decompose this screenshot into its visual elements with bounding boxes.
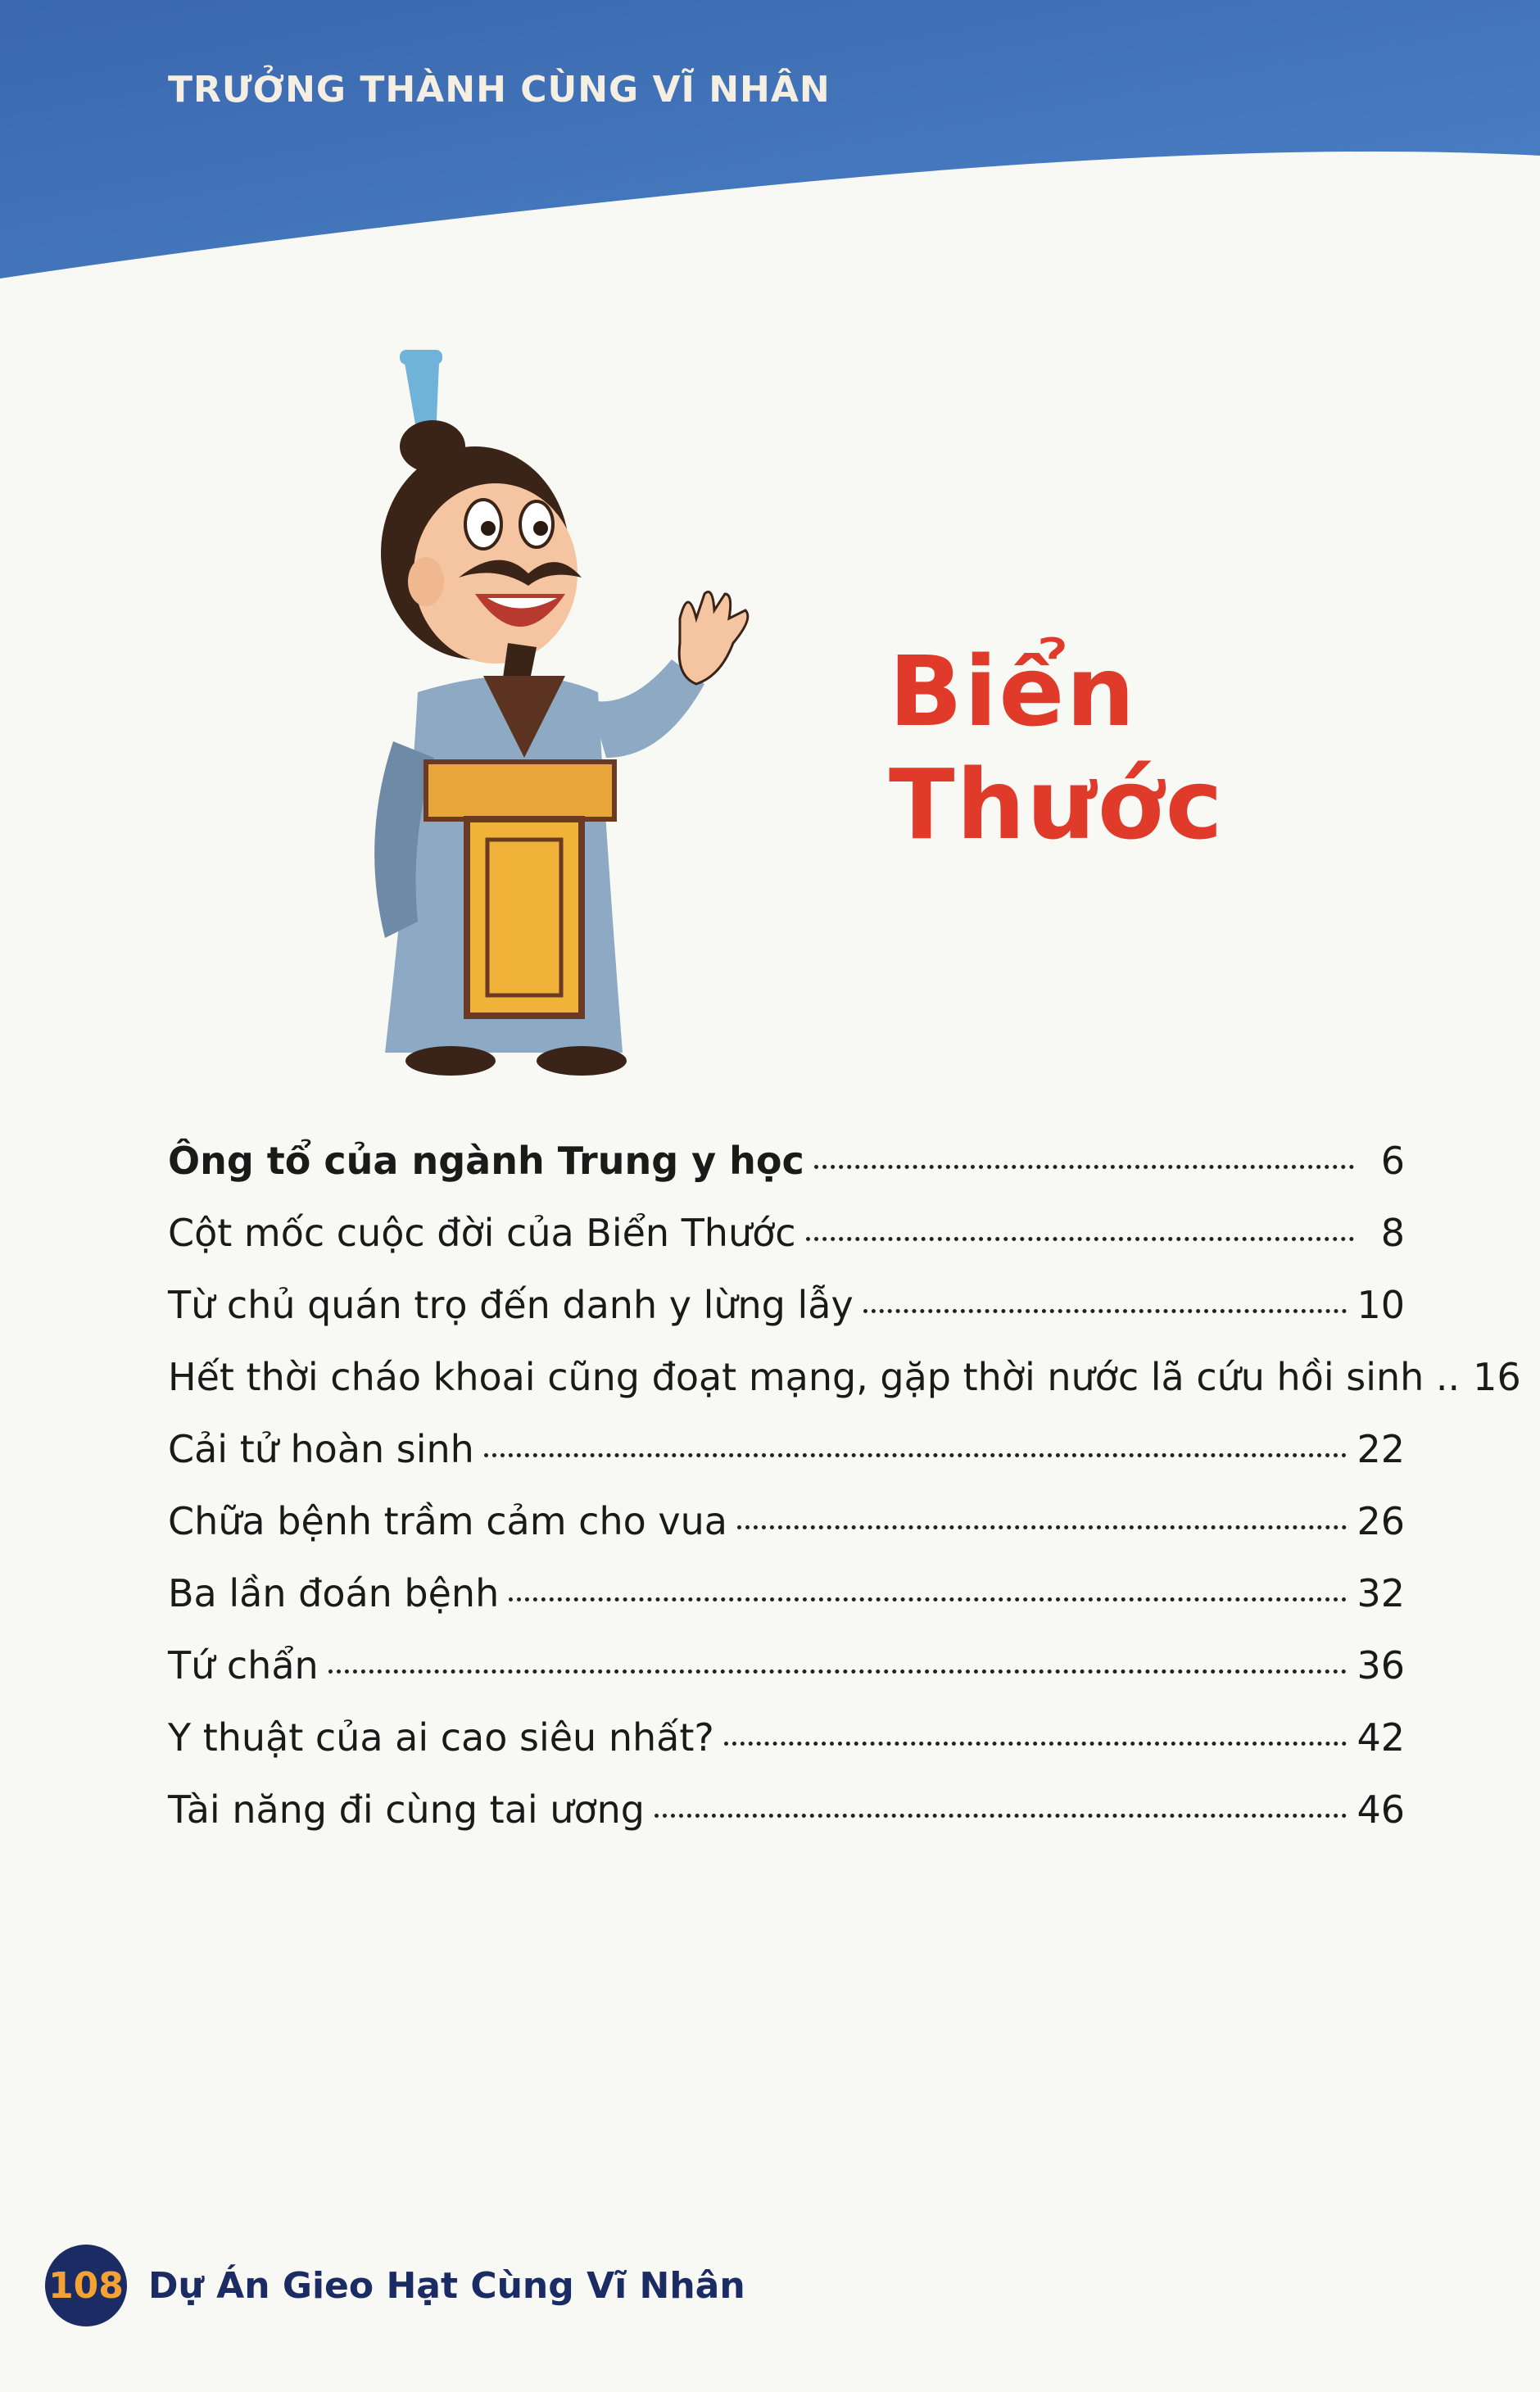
toc-entry[interactable]	[168, 1427, 1405, 1499]
toc-entry[interactable]	[168, 1283, 1405, 1355]
toc-entry-page: 36	[1357, 1643, 1405, 1688]
toc-entry[interactable]	[168, 1787, 1405, 1860]
toc-dot-leader	[509, 1592, 1347, 1601]
book-title: Dự Án Gieo Hạt Cùng Vĩ Nhân	[148, 2264, 745, 2307]
toc-entry-page: 32	[1357, 1571, 1405, 1615]
toc-dot-leader	[484, 1448, 1348, 1457]
toc-entry-page: 26	[1357, 1499, 1405, 1543]
toc-entry-label: Ba lần đoán bệnh	[168, 1571, 500, 1615]
chapter-title: Biển Thước	[889, 635, 1225, 861]
toc-entry-page: 6	[1380, 1139, 1405, 1183]
toc-entry-page: 22	[1357, 1427, 1405, 1471]
toc-entry-page: 8	[1380, 1211, 1405, 1255]
toc-entry-page: 10	[1357, 1283, 1405, 1327]
page-footer	[45, 2245, 745, 2326]
toc-entry-label: Cột mốc cuộc đời của Biển Thước	[168, 1211, 796, 1255]
toc-entry-label: Từ chủ quán trọ đến danh y lừng lẫy	[168, 1283, 854, 1327]
toc-entry[interactable]	[168, 1139, 1405, 1211]
toc-dot-leader	[328, 1665, 1348, 1674]
page-number-badge: 108	[45, 2245, 127, 2326]
series-title: TRƯỞNG THÀNH CÙNG VĨ NHÂN	[168, 69, 831, 111]
toc-entry[interactable]	[168, 1211, 1405, 1283]
toc-entry-page: 46	[1357, 1787, 1405, 1832]
toc-entry-label: Cải tử hoàn sinh	[168, 1427, 474, 1471]
toc-entry[interactable]	[168, 1571, 1405, 1643]
toc-dot-leader	[814, 1160, 1354, 1169]
toc-entry-label: Tài năng đi cùng tai ương	[168, 1787, 645, 1832]
toc-entry-label: Hết thời cháo khoai cũng đoạt mạng, gặp thời nước lã cứu hồi sinh ..	[168, 1355, 1461, 1399]
toc-dot-leader	[654, 1809, 1348, 1818]
header-band	[0, 0, 1540, 295]
toc-entry-label: Tứ chẩn	[168, 1643, 319, 1688]
toc-entry-page: 16	[1473, 1355, 1521, 1399]
toc-entry-label: Ông tổ của ngành Trung y học	[168, 1139, 804, 1183]
toc-entry-label: Y thuật của ai cao siêu nhất?	[168, 1715, 714, 1760]
toc-entry[interactable]	[168, 1355, 1521, 1427]
toc-dot-leader	[863, 1304, 1348, 1313]
toc-dot-leader	[806, 1232, 1354, 1241]
table-of-contents	[168, 1139, 1521, 1860]
toc-dot-leader	[737, 1520, 1348, 1529]
toc-entry[interactable]	[168, 1715, 1405, 1787]
toc-entry[interactable]	[168, 1499, 1405, 1571]
toc-dot-leader	[724, 1737, 1348, 1746]
scholar-character-icon	[360, 348, 819, 1085]
toc-entry-page: 42	[1357, 1715, 1405, 1760]
toc-entry[interactable]	[168, 1643, 1405, 1715]
toc-entry-label: Chữa bệnh trầm cảm cho vua	[168, 1499, 727, 1543]
